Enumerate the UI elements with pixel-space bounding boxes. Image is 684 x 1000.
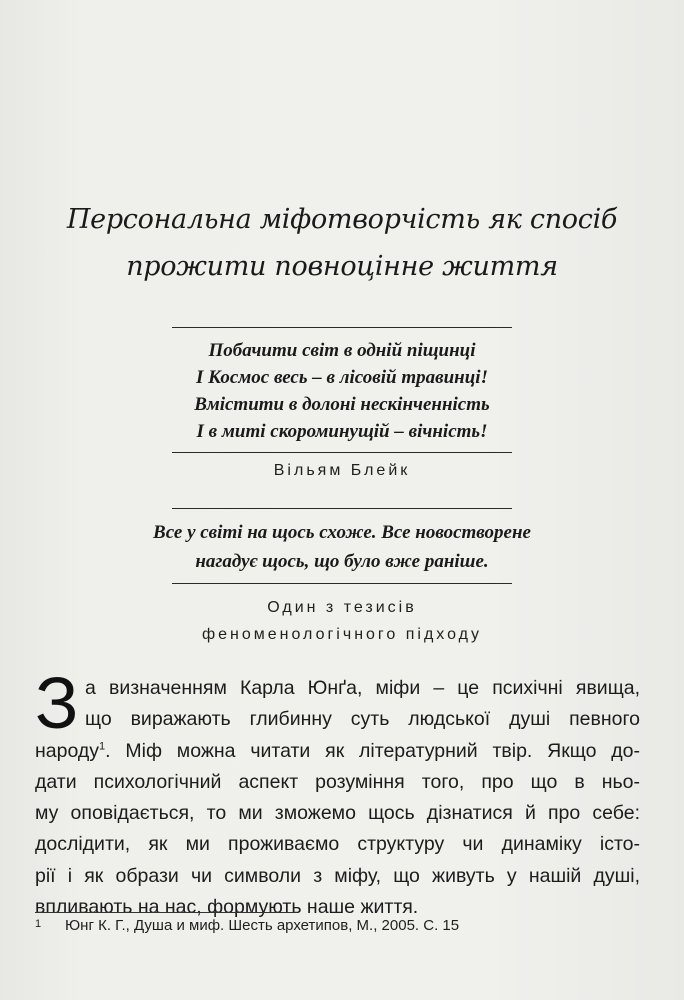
epigraph-mid-rule bbox=[172, 452, 512, 453]
quote-bottom-rule bbox=[172, 583, 512, 584]
poem-line-4: І в миті скороминущій – вічність! bbox=[196, 421, 488, 442]
body-line-1: а визначенням Карла Юнґа, міфи – це психічні явища, bbox=[85, 677, 640, 699]
bleed-through-header bbox=[160, 58, 644, 87]
epigraph-quote bbox=[60, 518, 624, 576]
body-paragraph bbox=[35, 664, 640, 923]
epigraph-top-rule bbox=[172, 327, 512, 328]
body-line-4: дати психологічний аспект розуміння того, про що в ньо- bbox=[35, 770, 640, 793]
chapter-title-line-1: Персональна міфотворчість як спосіб bbox=[66, 204, 618, 235]
body-line-5: му оповідається, то ми зможемо щось дізнатися й про себе: bbox=[35, 802, 640, 825]
footnote-separator bbox=[35, 912, 297, 913]
body-line-7: рії і як образи чи символи з міфу, що живуть у нашій душі, bbox=[35, 864, 640, 887]
quote-line-2: нагадує щось, що було вже раніше. bbox=[195, 551, 489, 572]
poem-line-2: І Космос весь – в лісовій травинці! bbox=[196, 367, 488, 388]
epigraph-author: Вільям Блейк bbox=[273, 462, 411, 479]
chapter-title bbox=[20, 196, 664, 290]
quote-line-1: Все у світі на щось схоже. Все новостворене bbox=[153, 522, 531, 543]
poem-line-3: Вмістити в долоні нескінченність bbox=[194, 394, 490, 415]
epigraph-poem bbox=[120, 337, 564, 445]
body-line-3 bbox=[35, 736, 640, 767]
body-line-2: що виражають глибинну суть людської душі певного bbox=[85, 708, 640, 731]
quote-source bbox=[120, 594, 564, 648]
footnote bbox=[35, 917, 635, 934]
body-line-8: впливають на нас, формують наше життя. bbox=[35, 896, 419, 919]
drop-cap: З bbox=[35, 664, 79, 744]
chapter-title-line-2: прожити повноцінне життя bbox=[126, 251, 558, 282]
body-line-3-start: народу bbox=[35, 739, 100, 762]
quote-source-line-2: феноменологічного підходу bbox=[201, 626, 483, 643]
footnote-text: Юнг К. Г., Душа и миф. Шесть архетипов, М., 2005. С. 15 bbox=[65, 917, 460, 934]
body-line-6: дослідити, як ми проживаємо структуру чи динаміку істо- bbox=[35, 833, 640, 856]
body-line-3-end: . Міф можна читати як літературний твір. Якщо до- bbox=[105, 739, 640, 762]
poem-line-1: Побачити світ в одній піщинці bbox=[208, 340, 476, 361]
quote-source-line-1: Один з тезисів bbox=[267, 599, 417, 616]
quote-top-rule bbox=[172, 508, 512, 509]
footnote-reference[interactable]: 1 bbox=[99, 740, 106, 753]
footnote-number: 1 bbox=[35, 918, 42, 930]
